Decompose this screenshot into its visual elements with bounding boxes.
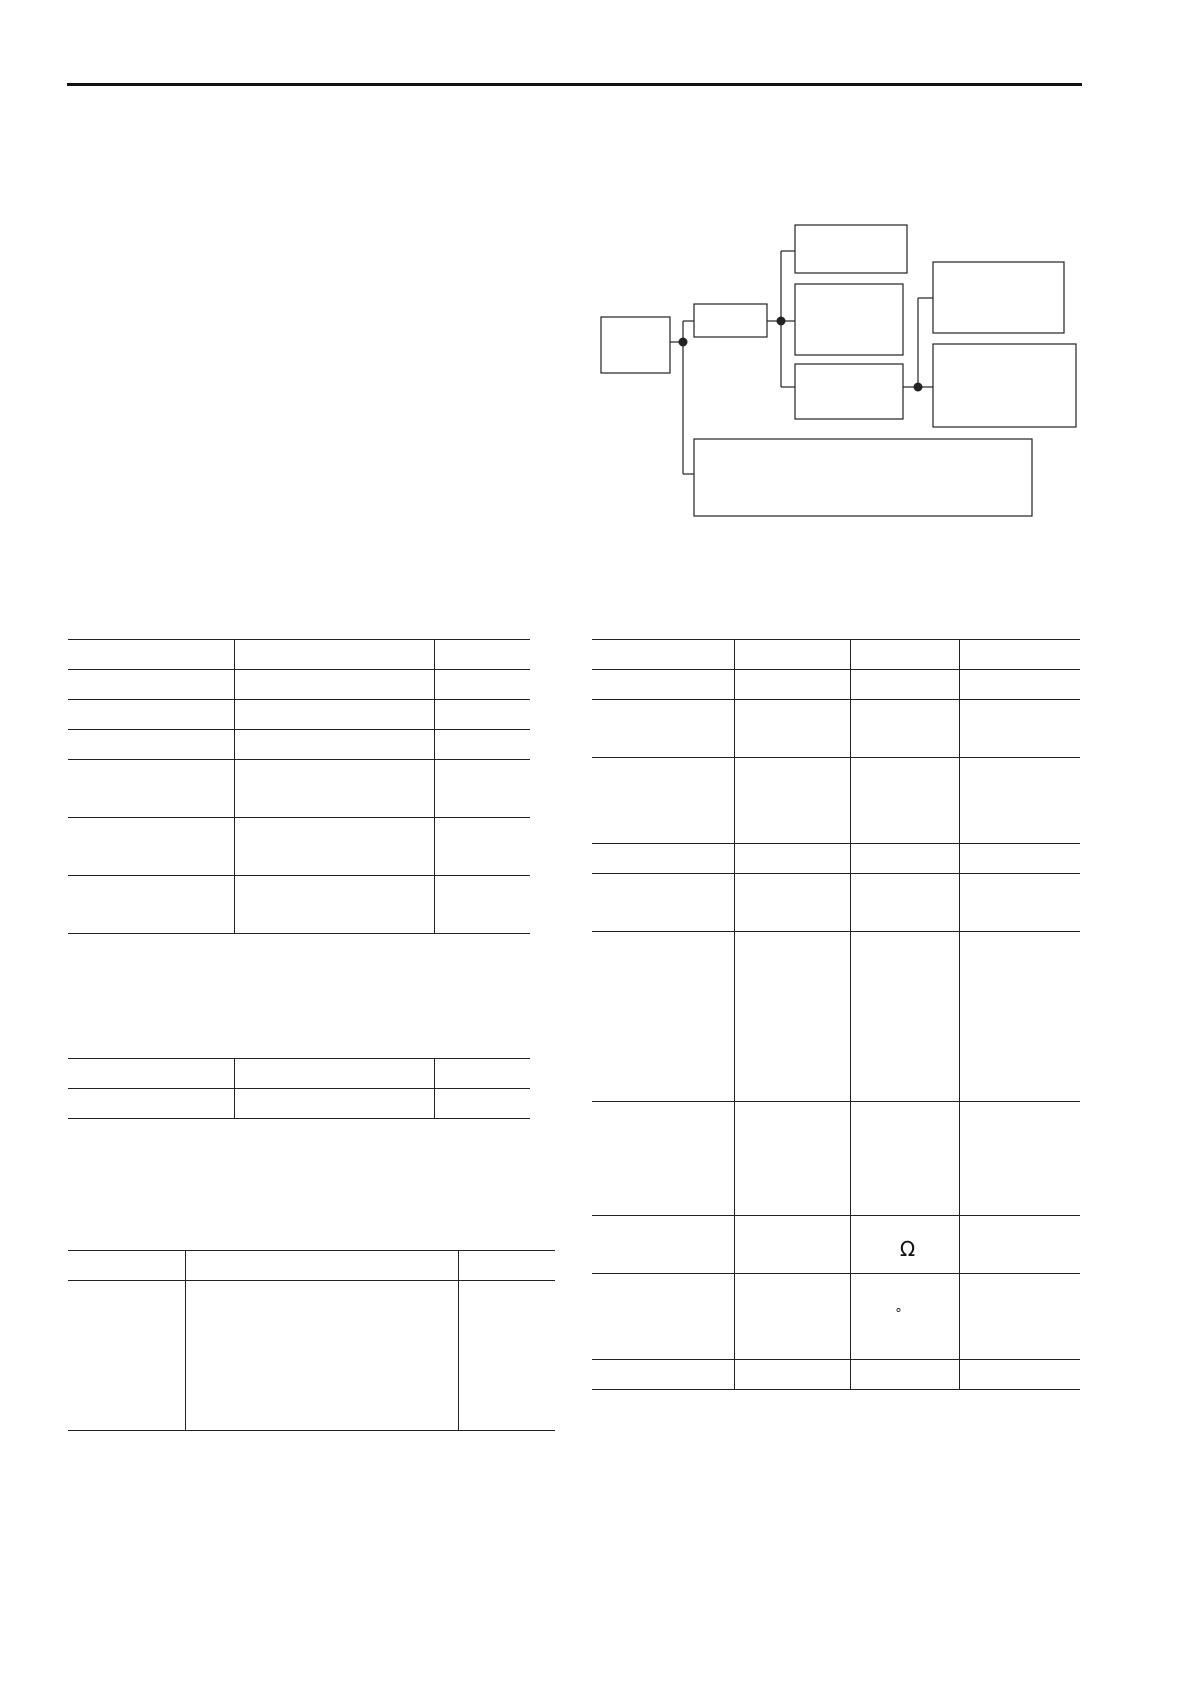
degree-symbol: ° (895, 1307, 902, 1322)
table-1 (68, 639, 530, 934)
table-row (592, 640, 1080, 670)
table-row (592, 874, 1080, 932)
diagram-block-middle (795, 284, 903, 355)
diagram-block-lower (795, 364, 903, 419)
table-row (592, 700, 1080, 758)
diagram-block-bottom-wide (694, 439, 1032, 516)
table-row (68, 1251, 555, 1281)
table-row (592, 932, 1080, 1102)
table-row (592, 1360, 1080, 1390)
ohm-symbol: Ω (899, 1237, 916, 1261)
table-4 (592, 639, 1080, 1390)
diagram-block-right-top (933, 262, 1064, 333)
table-3 (68, 1250, 555, 1431)
table-row (68, 1281, 555, 1431)
table-row (68, 700, 530, 730)
diagram-block-hub (694, 304, 767, 337)
table-row (68, 760, 530, 818)
diagram-block-right-bottom (933, 344, 1076, 427)
diagram-block-source (601, 317, 670, 373)
table-row (68, 640, 530, 670)
table-row (68, 670, 530, 700)
table-row (68, 1089, 530, 1119)
table-row (68, 730, 530, 760)
diagram-block-upper (795, 225, 907, 273)
table-row (592, 758, 1080, 844)
table-row (592, 1274, 1080, 1360)
block-diagram (0, 0, 1190, 560)
table-row (68, 876, 530, 934)
table-2 (68, 1058, 530, 1119)
table-row (592, 1216, 1080, 1274)
table-row (68, 1059, 530, 1089)
table-row (592, 844, 1080, 874)
table-row (592, 1102, 1080, 1216)
table-row (68, 818, 530, 876)
table-row (592, 670, 1080, 700)
